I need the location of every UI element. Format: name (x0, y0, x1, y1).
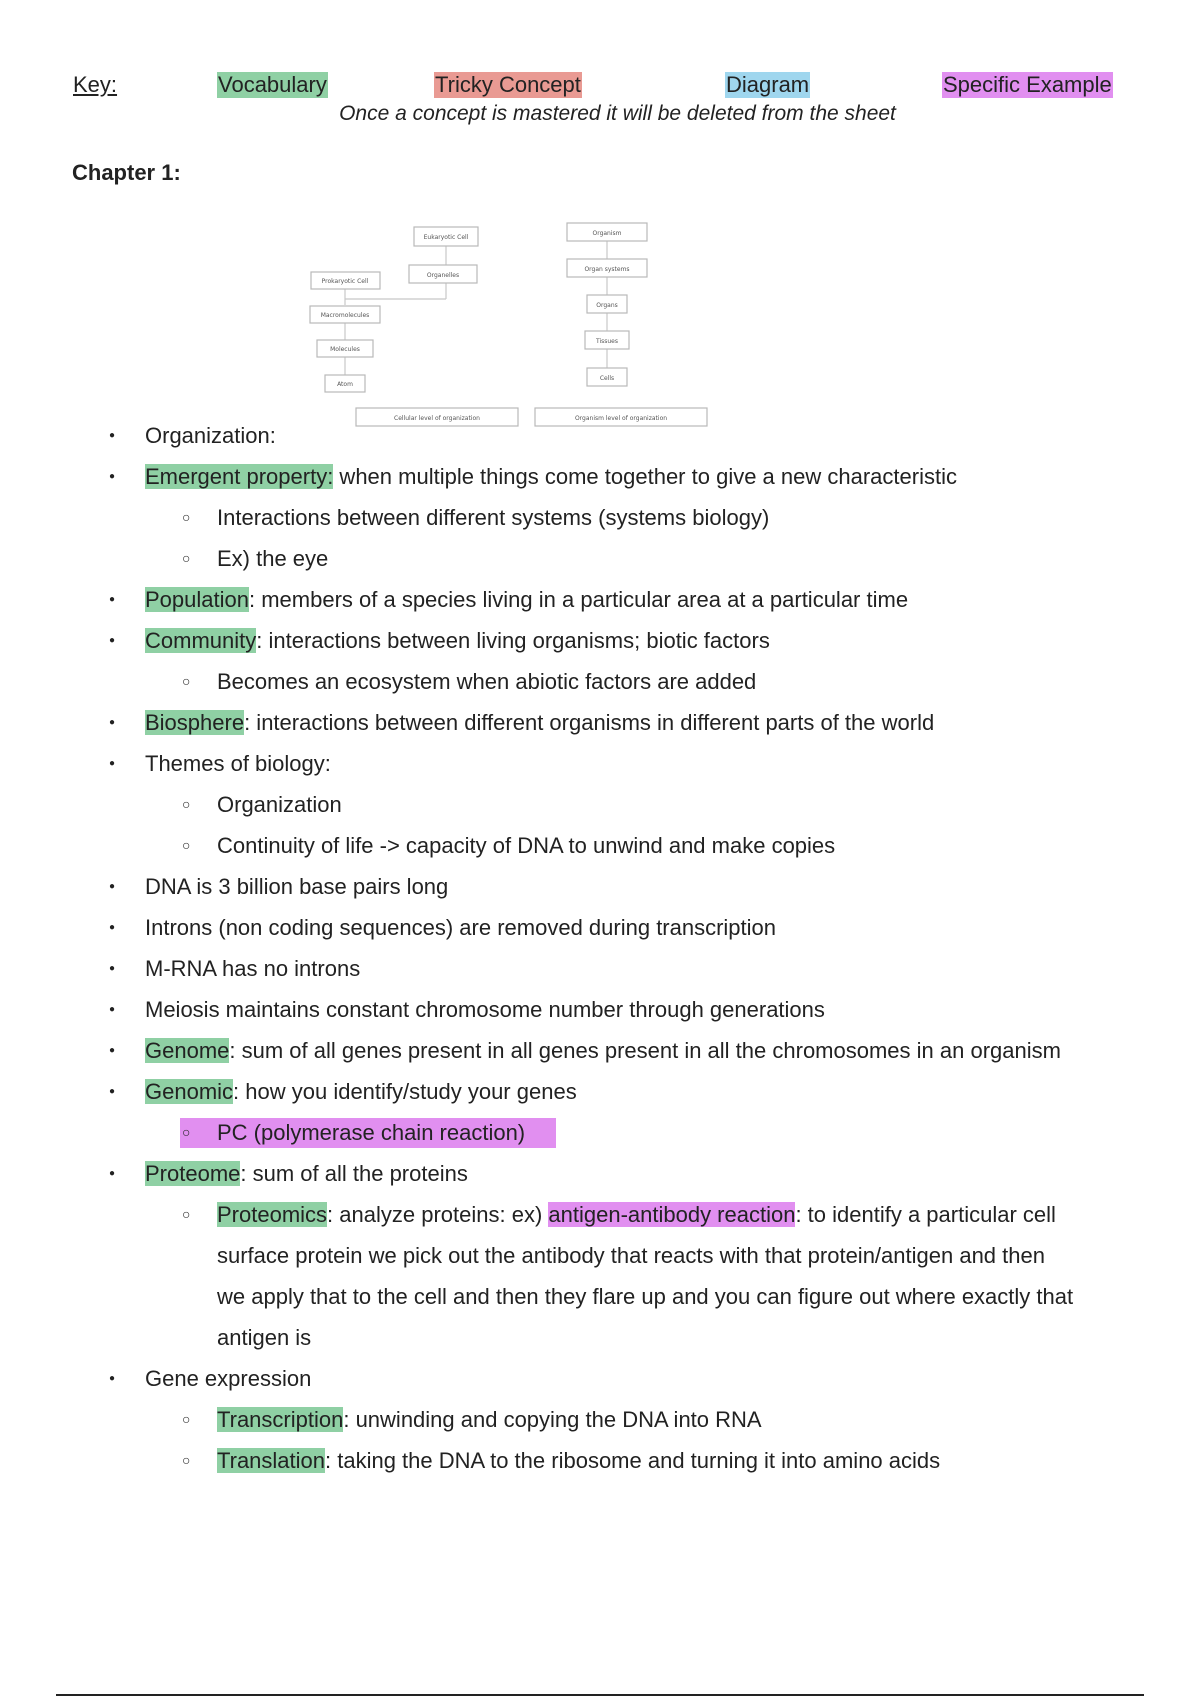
sub-list-item-example (0, 1112, 1200, 1153)
definition-text: : sum of all the proteins (240, 1161, 468, 1186)
sub-item-text: Ex) the eye (217, 546, 329, 571)
sub-list-item (0, 825, 1200, 866)
sub-list-item (0, 661, 1200, 702)
definition-text: : members of a species living in a particular area at a particular time (248, 587, 909, 612)
list-item (0, 1153, 1200, 1194)
sub-list-item (0, 1194, 1200, 1358)
key-diagram: Diagram (726, 72, 810, 97)
bullet-circle-icon: ○ (182, 1124, 191, 1140)
vocab-term: Proteomics (217, 1202, 328, 1227)
vocab-term: Proteome (145, 1161, 241, 1186)
vocab-term: Genomic (145, 1079, 234, 1104)
sub-item-text: Becomes an ecosystem when abiotic factors are added (217, 669, 757, 694)
list-item (0, 415, 1200, 456)
vocab-term: Biosphere (145, 710, 245, 735)
diagram-label-organs: Organs (596, 302, 618, 309)
sub-item-text: Organization (217, 792, 342, 817)
item-text: M-RNA has no introns (145, 956, 361, 981)
definition-text: : taking the DNA to the ribosome and turning it into amino acids (325, 1448, 941, 1473)
footer-rule (56, 1694, 1144, 1696)
mastery-note: Once a concept is mastered it will be deleted from the sheet (339, 102, 896, 125)
definition-text: : how you identify/study your genes (233, 1079, 577, 1104)
definition-text: : interactions between different organisms in different parts of the world (244, 710, 935, 735)
diagram-label-tissues: Tissues (595, 338, 619, 345)
organization-text: Organization: (145, 423, 276, 448)
sub-list-item (0, 497, 1200, 538)
definition-text: when multiple things come together to give a new characteristic (333, 464, 957, 489)
proteomics-line-1 (217, 1194, 1200, 1235)
list-item (0, 702, 1200, 743)
sub-list-item (0, 784, 1200, 825)
notes-list (0, 415, 1200, 1481)
organization-diagram (295, 207, 715, 435)
organization-diagram-svg (295, 207, 715, 435)
definition-text: : unwinding and copying the DNA into RNA (343, 1407, 762, 1432)
vocab-term: Population (145, 587, 249, 612)
sub-item-text: Continuity of life -> capacity of DNA to unwind and make copies (217, 833, 836, 858)
vocab-term: Translation (217, 1448, 326, 1473)
key-label: Key: (73, 72, 118, 97)
vocab-term: Emergent property: (145, 464, 334, 489)
item-text: Themes of biology: (145, 751, 331, 776)
list-item (0, 1030, 1200, 1071)
diagram-label-prokaryotic: Prokaryotic Cell (321, 278, 369, 285)
sub-item-text: Interactions between different systems (systems biology) (217, 505, 770, 530)
key-vocabulary: Vocabulary (218, 72, 327, 97)
diagram-caption-cellular: Cellular level of organization (394, 415, 480, 422)
list-item (0, 1071, 1200, 1112)
sub-list-item (0, 538, 1200, 579)
diagram-label-organism: Organism (592, 230, 622, 237)
diagram-label-macromolecules: Macromolecules (320, 312, 370, 319)
item-text: Introns (non coding sequences) are removed during transcription (145, 915, 777, 940)
list-item (0, 743, 1200, 784)
diagram-label-molecules: Molecules (330, 346, 360, 353)
diagram-caption-organismal: Organism level of organization (574, 415, 668, 422)
definition-text: : interactions between living organisms; biotic factors (256, 628, 770, 653)
definition-text: : analyze proteins: ex) (327, 1202, 549, 1227)
example-term: antigen-antibody reaction (548, 1202, 796, 1227)
proteomics-line-4: antigen is (217, 1325, 312, 1350)
list-item (0, 866, 1200, 907)
item-text: Gene expression (145, 1366, 312, 1391)
diagram-label-organelles: Organelles (426, 272, 460, 279)
sub-list-item (0, 1399, 1200, 1440)
diagram-label-cells: Cells (599, 375, 615, 382)
example-text: PC (polymerase chain reaction) (217, 1120, 526, 1145)
diagram-label-organ-systems: Organ systems (584, 266, 630, 273)
sub-list-item (0, 1440, 1200, 1481)
diagram-label-atom: Atom (337, 381, 353, 388)
item-text: DNA is 3 billion base pairs long (145, 874, 449, 899)
vocab-term: Community (145, 628, 257, 653)
definition-text: : sum of all genes present in all genes present in all the chromosomes in an organism (229, 1038, 1061, 1063)
list-item (0, 948, 1200, 989)
list-item (0, 456, 1200, 497)
proteomics-line-3: we apply that to the cell and then they flare up and you can figure out where exactly that (217, 1284, 1074, 1309)
vocab-term: Transcription (217, 1407, 344, 1432)
item-text: Meiosis maintains constant chromosome number through generations (145, 997, 825, 1022)
proteomics-line-2: surface protein we pick out the antibody that reacts with that protein/antigen and then (217, 1243, 1045, 1268)
key-tricky-concept: Tricky Concept (435, 72, 581, 97)
definition-text: : to identify a particular cell (795, 1202, 1056, 1227)
highlight-key (0, 72, 1200, 102)
list-item (0, 1358, 1200, 1399)
list-item (0, 620, 1200, 661)
list-item (0, 989, 1200, 1030)
key-specific-example: Specific Example (943, 72, 1112, 97)
vocab-term: Genome (145, 1038, 230, 1063)
list-item (0, 579, 1200, 620)
diagram-label-eukaryotic: Eukaryotic Cell (423, 234, 469, 241)
chapter-heading: Chapter 1: (72, 160, 181, 185)
list-item (0, 907, 1200, 948)
